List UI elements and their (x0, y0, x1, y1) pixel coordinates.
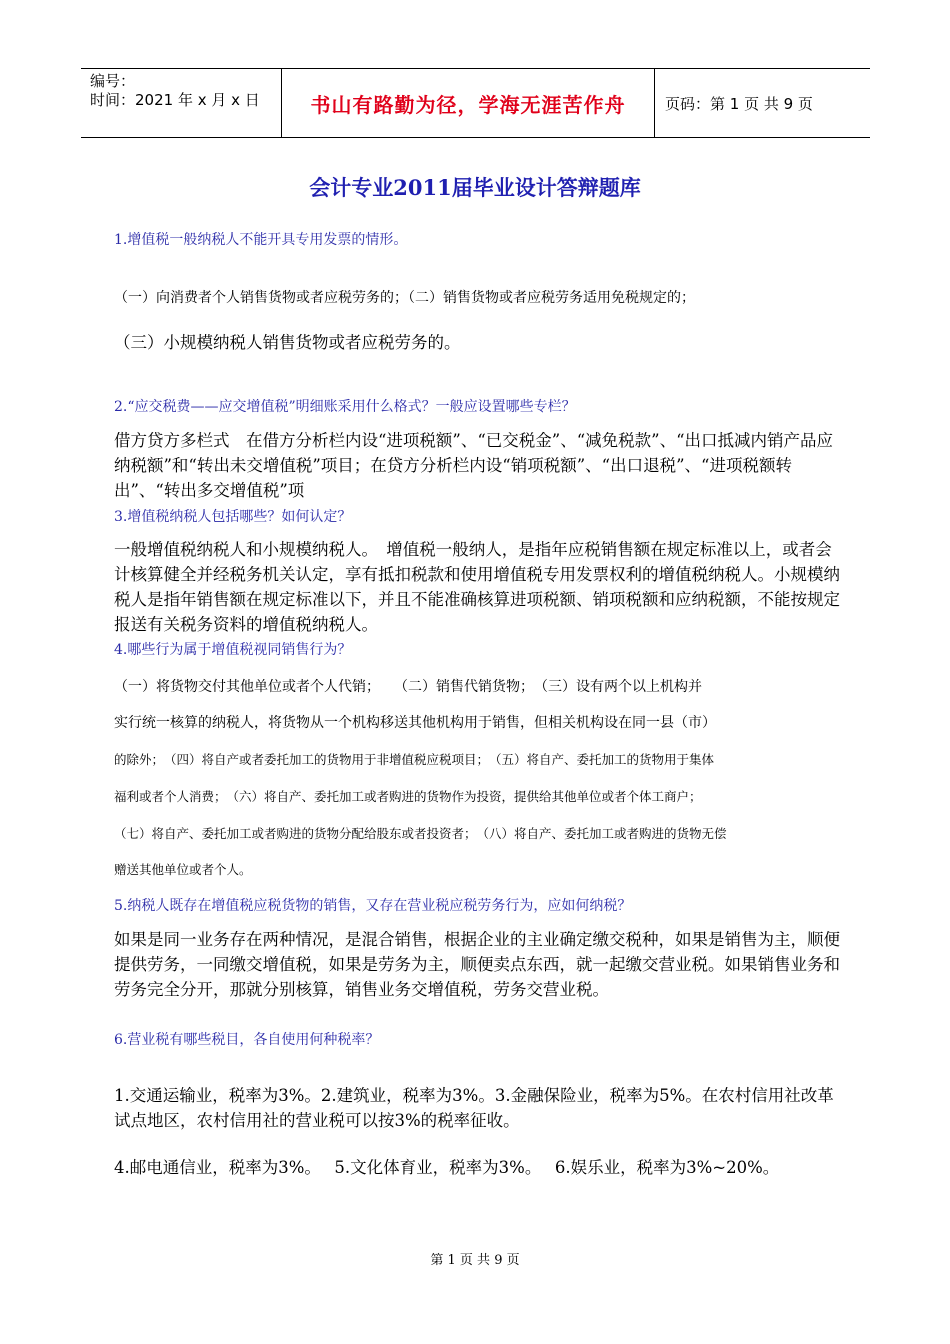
answer-4-line-5: （七）将自产、委托加工或者购进的货物分配给股东或者投资者； （八）将自产、委托加工或者购进的货物无偿 (114, 826, 727, 841)
motto: 书山有路勤为径，学海无涯苦作舟 (282, 69, 655, 137)
answer-4-line-6: 赠送其他单位或者个人。 (114, 862, 252, 877)
question-6: 6.营业税有哪些税目，各自使用何种税率？ (114, 1032, 380, 1048)
answer-4-line-3: 的除外； （四）将自产或者委托加工的货物用于非增值税应税项目； （五）将自产、委托加工的货物用于集体 (114, 752, 715, 767)
answer-6-part-2: 4.邮电通信业，税率为3%。 5.文化体育业，税率为3%。 6.娱乐业，税率为3%~20%。 (114, 1158, 780, 1177)
answer-5: 如果是同一业务存在两种情况，是混合销售，根据企业的主业确定缴交税种，如果是销售为主，顺便提供劳务，一同缴交增值税，如果是劳务为主，顺便卖点东西，就一起缴交营业税。如果销售业务和劳务完全分开，那就分别核算，销售业务交增值税，劳务交营业税。 (114, 930, 840, 999)
answer-3: 一般增值税纳税人和小规模纳税人。 增值税一般纳人，是指年应税销售额在规定标准以上，或者会计核算健全并经税务机关认定，享有抵扣税款和使用增值税专用发票权利的增值税纳税人。小规模纳税人是指年销售额在规定标准以下，并且不能准确核算进项税额、销项税额和应纳税额，不能按规定报送有关税务资料的增值税纳税人。 (114, 540, 840, 634)
question-5: 5.纳税人既存在增值税应税货物的销售，又存在营业税应税劳务行为，应如何纳税？ (114, 898, 632, 914)
question-1: 1.增值税一般纳税人不能开具专用发票的情形。 (114, 232, 408, 248)
answer-4-line-4: 福利或者个人消费； （六）将自产、委托加工或者购进的货物作为投资，提供给其他单位或者个体工商户； (114, 789, 702, 804)
page-footer: 第 1 页 共 9 页 (430, 1253, 520, 1268)
question-4: 4.哪些行为属于增值税视同销售行为？ (114, 642, 352, 658)
header-left-cell (81, 69, 282, 137)
question-3: 3.增值税纳税人包括哪些？如何认定？ (114, 509, 352, 525)
answer-1-line-1: （一）向消费者个人销售货物或者应税劳务的；（二）销售货物或者应税劳务适用免税规定的； (114, 290, 695, 306)
answer-1-line-2: （三）小规模纳税人销售货物或者应税劳务的。 (114, 333, 461, 352)
question-2: 2.“应交税费——应交增值税”明细账采用什么格式？一般应设置哪些专栏？ (114, 399, 576, 415)
answer-2: 借方贷方多栏式 在借方分析栏内设“进项税额”、“已交税金”、“减免税款”、“出口抵减内销产品应纳税额”和“转出未交增值税”项目；在贷方分析栏内设“销项税额”、“出口退税”、“进项税额转出”、“转出多交增值税”项 (114, 431, 834, 500)
answer-6-part-1: 1.交通运输业，税率为3%。2.建筑业，税率为3%。3.金融保险业，税率为5%。在农村信用社改革试点地区，农村信用社的营业税可以按3%的税率征收。 (114, 1086, 834, 1130)
document-title: 会计专业2011届毕业设计答辩题库 (309, 175, 641, 200)
number-label: 编号： (90, 72, 136, 90)
answer-4-line-1: （一）将货物交付其他单位或者个人代销； （二）销售代销货物； （三）设有两个以上机构并 (114, 679, 702, 695)
answer-4-line-2: 实行统一核算的纳税人，将货物从一个机构移送其他机构用于销售，但相关机构设在同一县（市） (114, 715, 716, 731)
page-info: 页码：第 1 页 共 9 页 (665, 94, 813, 113)
time-label: 时间：2021 年 x 月 x 日 (90, 91, 260, 109)
header-table (81, 68, 870, 138)
